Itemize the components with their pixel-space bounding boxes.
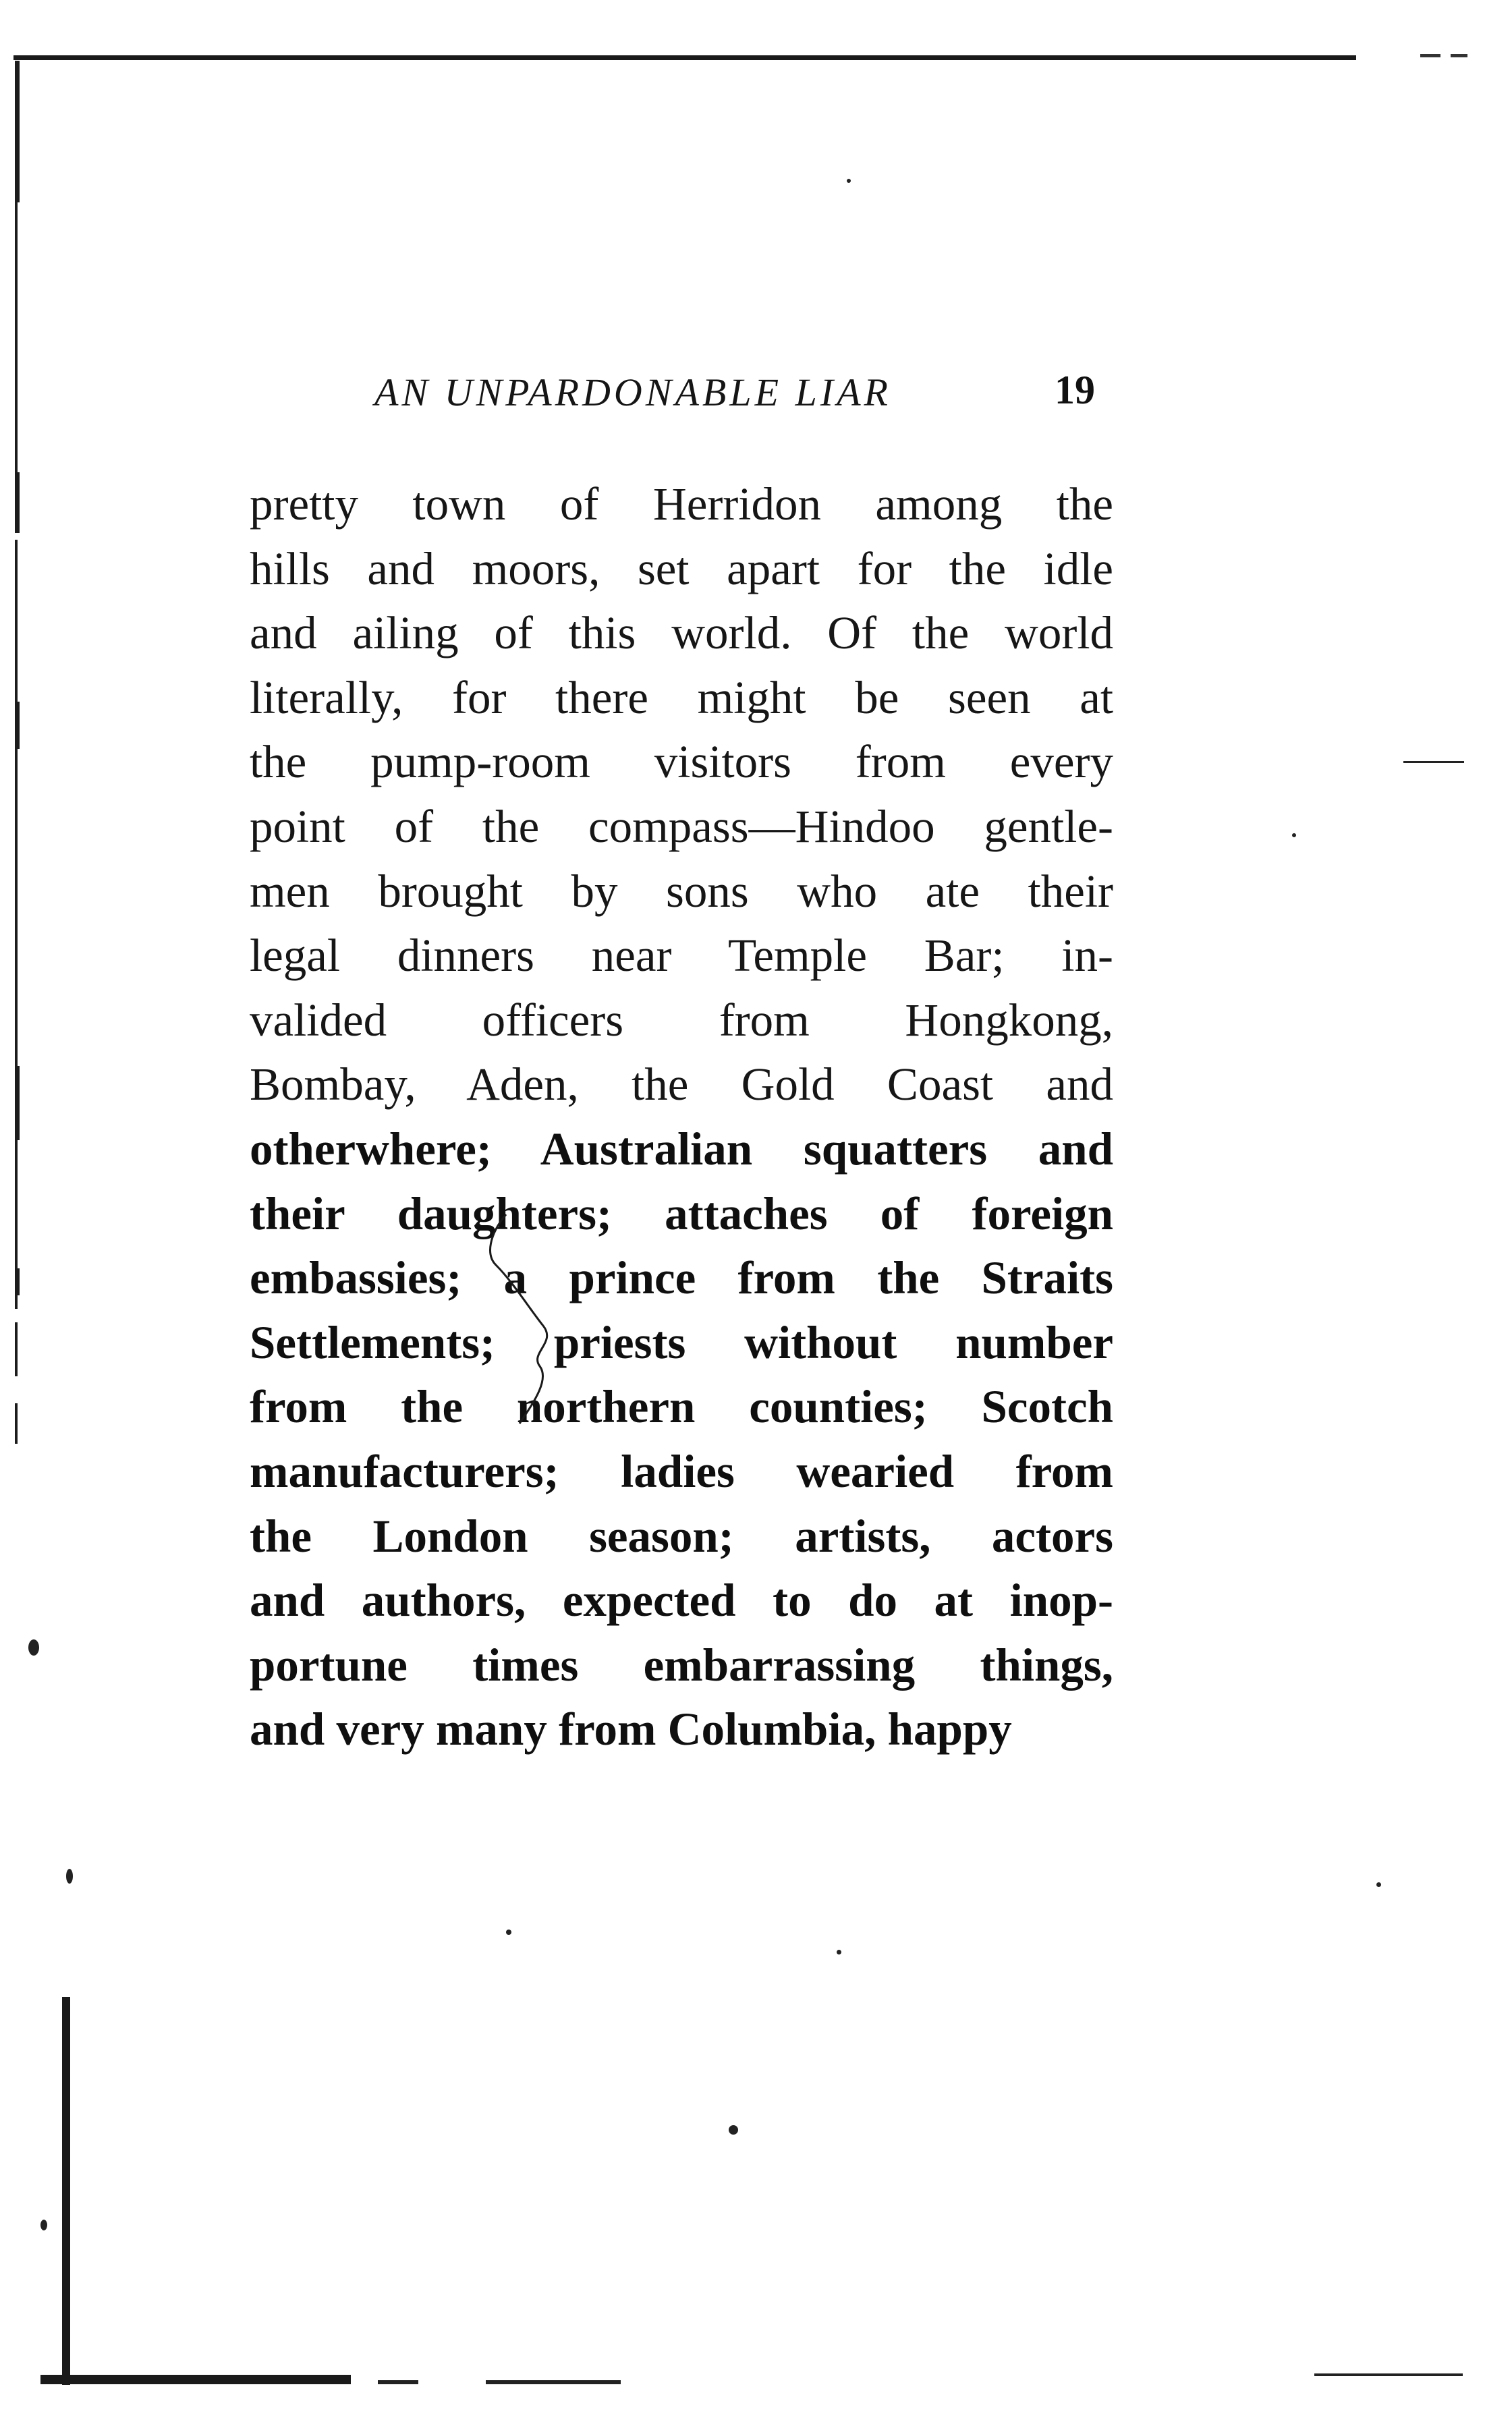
scan-speck xyxy=(837,1950,841,1954)
left-scan-edge xyxy=(15,702,20,749)
left-scan-edge xyxy=(15,202,18,472)
bottom-scan-stem xyxy=(62,1997,70,2385)
body-text xyxy=(250,472,1113,1762)
scan-speck xyxy=(506,1930,511,1935)
text-line: portune times embarrassing things, xyxy=(250,1639,1113,1691)
top-scan-dash xyxy=(1420,54,1440,57)
page-number: 19 xyxy=(1055,368,1095,412)
scan-speck xyxy=(40,2220,47,2230)
scan-speck xyxy=(486,2380,621,2384)
text-line: the pump-room visitors from every xyxy=(250,736,1113,788)
text-line: Settlements; priests without number xyxy=(250,1316,1113,1368)
text-line: the London season; artists, actors xyxy=(250,1510,1113,1562)
scan-speck xyxy=(66,1869,73,1884)
scan-speck xyxy=(1314,2373,1463,2376)
text-line: valided officers from Hongkong, xyxy=(250,994,1113,1046)
left-scan-edge xyxy=(15,472,20,533)
text-line: hills and moors, set apart for the idle xyxy=(250,542,1113,594)
text-line: Bombay, Aden, the Gold Coast and xyxy=(250,1059,1113,1110)
scan-speck xyxy=(729,2125,738,2135)
scan-speck xyxy=(378,2380,418,2384)
text-line: and authors, expected to do at inop- xyxy=(250,1575,1113,1627)
scan-speck xyxy=(1376,1882,1381,1887)
scan-speck xyxy=(28,1639,39,1656)
text-line: men brought by sons who ate their xyxy=(250,865,1113,917)
running-title: AN UNPARDONABLE LIAR xyxy=(374,370,891,414)
scan-speck xyxy=(1292,833,1296,837)
text-line: pretty town of Herridon among the xyxy=(250,478,1113,530)
handwritten-mark xyxy=(466,1208,573,1437)
left-scan-edge xyxy=(15,1322,18,1376)
text-line: from the northern counties; Scotch xyxy=(250,1381,1113,1433)
text-line: legal dinners near Temple Bar; in- xyxy=(250,930,1113,982)
left-scan-edge xyxy=(15,540,18,708)
text-line: otherwhere; Australian squatters and xyxy=(250,1123,1113,1175)
left-scan-edge xyxy=(15,1066,20,1140)
text-line: literally, for there might be seen at xyxy=(250,671,1113,723)
scan-speck xyxy=(847,179,851,183)
left-scan-edge xyxy=(15,749,18,1066)
text-line: their daughters; attaches of foreign xyxy=(250,1187,1113,1239)
top-scan-rule xyxy=(13,55,1356,60)
text-line: and very many from Columbia, happy xyxy=(250,1704,1012,1755)
text-line: and ailing of this world. Of the world xyxy=(250,607,1113,659)
bottom-scan-rule xyxy=(40,2375,351,2384)
text-line: point of the compass—Hindoo gentle- xyxy=(250,800,1113,852)
text-line: embassies; a prince from the Straits xyxy=(250,1252,1113,1304)
left-scan-edge xyxy=(15,61,20,202)
text-line: manufacturers; ladies wearied from xyxy=(250,1445,1113,1497)
left-scan-edge xyxy=(15,1268,20,1295)
top-scan-dash xyxy=(1451,54,1467,57)
running-head xyxy=(364,363,1107,424)
scan-speck xyxy=(1403,761,1464,763)
left-scan-edge xyxy=(15,1403,18,1444)
